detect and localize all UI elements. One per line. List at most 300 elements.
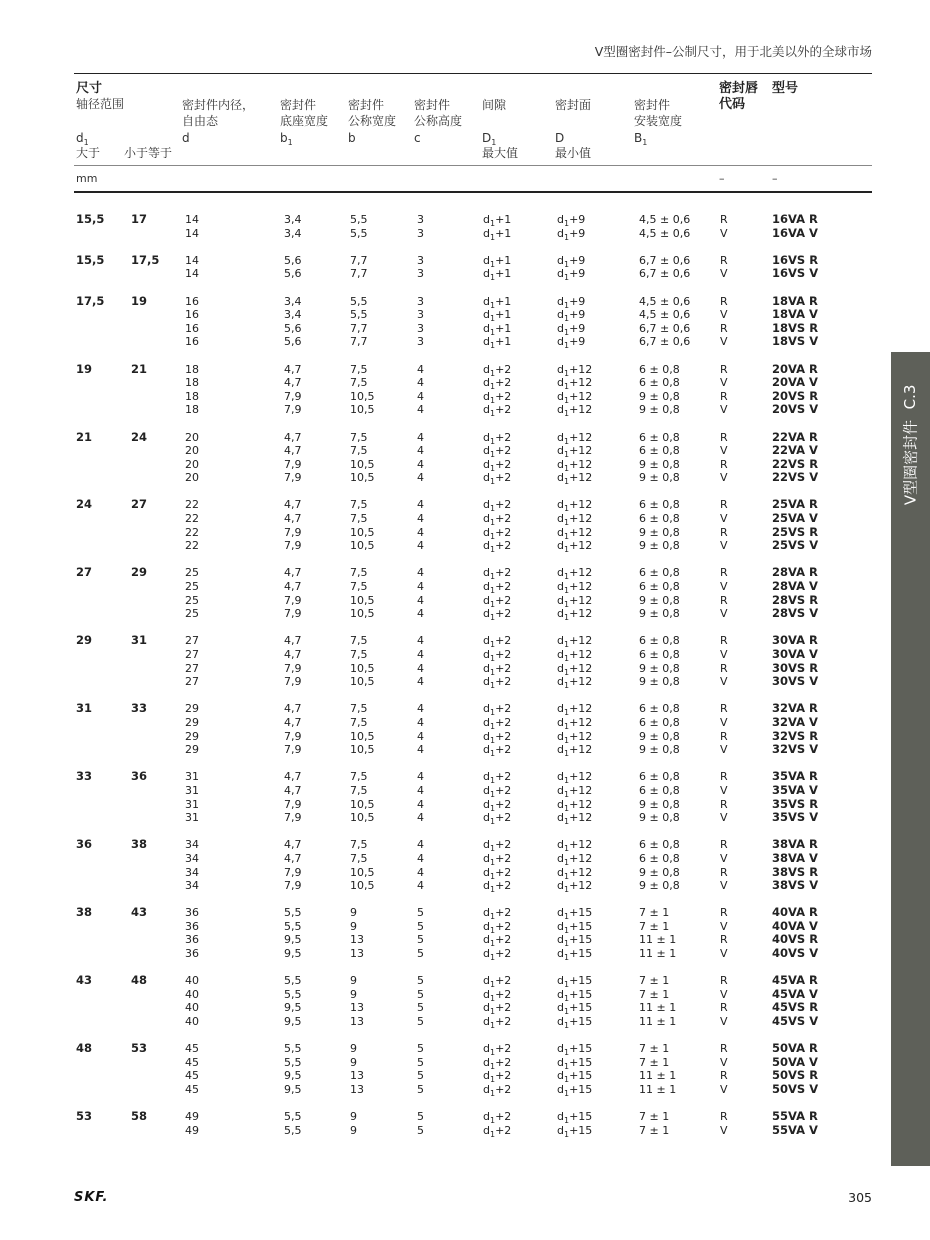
install-width-value: 6 ± 0,8	[639, 444, 680, 458]
table-row	[0, 322, 880, 336]
lip-code-value: V	[720, 919, 728, 933]
seal-face-value	[557, 1042, 592, 1056]
base-width-value: 4,7	[284, 648, 302, 661]
nominal-height-value: 5	[417, 919, 424, 933]
nominal-width-value: 7,5	[350, 783, 368, 797]
inner-dia-value: 49	[185, 1110, 199, 1124]
install-width-value: 11 ± 1	[639, 947, 677, 961]
designation-value: 50VA R	[772, 1041, 818, 1056]
offset-value: +15	[569, 1055, 593, 1069]
d1-symbol: d	[483, 430, 490, 444]
table-row	[0, 594, 880, 608]
d1-subscript: 1	[489, 993, 496, 1003]
inner-dia-value: 31	[185, 797, 199, 811]
inner-dia-value: 36	[185, 933, 199, 947]
base-width-value: 4,7	[284, 580, 302, 594]
base-width-value: 7,9	[284, 811, 302, 825]
inner-dia-value: 34	[185, 865, 199, 879]
seal-face-value	[557, 702, 592, 716]
clearance-value	[483, 1069, 511, 1083]
lip-code-value: R	[720, 865, 728, 879]
unit-dash-designation: –	[772, 172, 778, 185]
d1-subscript: 1	[489, 708, 496, 718]
d1-subscript: 1	[489, 817, 496, 827]
d1-symbol: d	[483, 1001, 490, 1015]
nominal-height-value: 5	[417, 1123, 424, 1137]
nominal-height-value: 4	[417, 715, 424, 729]
d1-symbol: d	[557, 1083, 564, 1096]
table-row	[0, 702, 880, 716]
base-width-value: 7,9	[284, 729, 302, 743]
clearance-value	[483, 227, 511, 241]
d1-subscript: 1	[563, 341, 570, 351]
offset-value: +12	[569, 648, 593, 661]
d1-symbol: d	[483, 947, 490, 961]
lip-code-value: V	[720, 675, 728, 689]
lip-code-value: V	[720, 1015, 728, 1029]
d1-symbol: d	[557, 430, 564, 444]
lip-code-value: R	[720, 933, 728, 947]
inner-dia-value: 25	[185, 580, 199, 594]
nominal-width-value: 10,5	[350, 661, 375, 675]
d1-subscript: 1	[489, 1129, 496, 1139]
offset-value: +2	[495, 865, 512, 879]
d1-symbol: d	[557, 634, 564, 648]
designation-value: 16VS V	[772, 266, 819, 281]
d1-symbol: d	[557, 879, 564, 893]
d1-subscript: 1	[489, 300, 496, 310]
d1-symbol: d	[557, 933, 564, 947]
d1-symbol: d	[557, 783, 564, 797]
offset-value: +2	[495, 919, 512, 933]
lip-code-value: V	[720, 471, 728, 485]
offset-value: +9	[569, 226, 586, 240]
offset-value: +9	[569, 321, 586, 335]
shaft-incl-value: 19	[131, 293, 148, 308]
clearance-value	[483, 662, 511, 676]
inner-dia-value: 20	[185, 430, 199, 444]
clearance-value	[483, 335, 511, 349]
table-row	[0, 662, 880, 676]
table-row	[0, 933, 880, 947]
nominal-height-value: 3	[417, 253, 424, 267]
designation-value: 38VA R	[772, 837, 818, 852]
seal-face-value	[557, 512, 592, 526]
seal-face-value	[557, 213, 585, 227]
shaft-over-value: 48	[76, 1041, 93, 1056]
clearance-value	[483, 648, 511, 662]
d1-symbol: d	[557, 226, 564, 240]
seal-face-value	[557, 730, 592, 744]
nominal-width-value: 10,5	[350, 797, 375, 811]
col-inner-dia: 密封件内径， 自由态	[182, 98, 255, 128]
nominal-height-value: 4	[417, 879, 424, 893]
offset-value: +9	[569, 213, 586, 226]
install-width-value: 6,7 ± 0,6	[639, 267, 691, 281]
d1-symbol: d	[483, 1069, 490, 1083]
designation-value: 35VS R	[772, 796, 819, 811]
nominal-height-value: 4	[417, 661, 424, 675]
d1-symbol: d	[483, 1015, 490, 1029]
nominal-width-value: 10,5	[350, 457, 375, 471]
d1-symbol: d	[483, 783, 490, 797]
seal-face-value	[557, 648, 592, 662]
offset-value: +12	[569, 783, 593, 797]
seal-face-value	[557, 798, 592, 812]
offset-value: +2	[495, 457, 512, 471]
offset-value: +2	[495, 661, 512, 675]
sym-b1: $b_1$	[280, 131, 293, 147]
d1-subscript: 1	[563, 939, 570, 949]
nominal-width-value: 7,5	[350, 715, 368, 729]
offset-value: +12	[569, 811, 593, 825]
lip-code-value: R	[720, 566, 728, 580]
table-row	[0, 716, 880, 730]
table-row	[0, 471, 880, 485]
d1-subscript: 1	[489, 1048, 496, 1058]
inner-dia-value: 27	[185, 675, 199, 689]
d1-symbol: d	[557, 919, 564, 933]
inner-dia-value: 14	[185, 213, 199, 226]
d1-subscript: 1	[489, 463, 496, 473]
sym-d1: $d_1$	[76, 131, 89, 147]
skf-logo: SKF.	[74, 1190, 109, 1205]
offset-value: +12	[569, 512, 593, 526]
lip-code-value: R	[720, 729, 728, 743]
d1-subscript: 1	[563, 681, 570, 691]
clearance-value	[483, 906, 511, 920]
nominal-width-value: 9	[350, 987, 357, 1001]
d1-symbol: d	[557, 389, 564, 403]
nominal-height-value: 4	[417, 471, 424, 485]
nominal-width-value: 10,5	[350, 539, 375, 553]
install-width-value: 9 ± 0,8	[639, 811, 680, 825]
table-row	[0, 1124, 880, 1138]
base-width-value: 4,7	[284, 430, 302, 444]
lip-code-value: R	[720, 1001, 728, 1015]
base-width-value: 5,5	[284, 1055, 302, 1069]
nominal-height-value: 4	[417, 702, 424, 716]
install-width-value: 11 ± 1	[639, 933, 677, 947]
table-row	[0, 254, 880, 268]
seal-face-value	[557, 716, 592, 730]
d1-symbol: d	[557, 797, 564, 811]
lip-code-value: V	[720, 308, 728, 322]
designation-value: 16VS R	[772, 252, 819, 267]
d1-subscript: 1	[489, 681, 496, 691]
table-row	[0, 798, 880, 812]
lip-code-value: R	[720, 702, 728, 716]
table-row	[0, 852, 880, 866]
inner-dia-value: 25	[185, 593, 199, 607]
install-width-value: 6 ± 0,8	[639, 838, 680, 852]
nominal-height-value: 5	[417, 906, 424, 920]
base-width-value: 4,7	[284, 634, 302, 648]
d1-symbol: d	[557, 1069, 564, 1083]
d1-symbol: d	[483, 729, 490, 743]
d1-symbol: d	[483, 267, 490, 281]
table-row	[0, 1056, 880, 1070]
d1-subscript: 1	[489, 545, 496, 555]
d1-subscript: 1	[563, 1021, 570, 1031]
base-width-value: 5,5	[284, 906, 302, 920]
nominal-width-value: 7,7	[350, 253, 368, 267]
clearance-value	[483, 988, 511, 1002]
page-number: 305	[848, 1190, 872, 1205]
install-width-value: 6 ± 0,8	[639, 702, 680, 716]
unit-dash-lip: –	[719, 172, 725, 185]
offset-value: +2	[495, 1001, 512, 1015]
d1-subscript: 1	[489, 436, 496, 446]
nominal-width-value: 5,5	[350, 308, 368, 322]
designation-value: 30VS V	[772, 674, 819, 689]
shaft-incl-value: 24	[131, 429, 148, 444]
d1-symbol: d	[483, 566, 490, 580]
inner-dia-value: 16	[185, 308, 199, 322]
table-row	[0, 1083, 880, 1097]
inner-dia-value: 49	[185, 1123, 199, 1137]
d1-symbol: d	[483, 838, 490, 852]
table-row	[0, 213, 880, 227]
d1-subscript: 1	[563, 586, 570, 596]
table-row	[0, 1042, 880, 1056]
shaft-incl-value: 29	[131, 565, 148, 580]
d1-symbol: d	[557, 838, 564, 852]
table-row	[0, 988, 880, 1002]
d1-symbol: d	[557, 811, 564, 825]
shaft-over-value: 27	[76, 565, 93, 580]
offset-value: +2	[495, 593, 512, 607]
offset-value: +2	[495, 376, 512, 390]
d1-subscript: 1	[563, 871, 570, 881]
d1-symbol: d	[483, 770, 490, 784]
install-width-value: 6 ± 0,8	[639, 634, 680, 648]
shaft-over-value: 29	[76, 633, 93, 648]
offset-value: +2	[495, 403, 512, 417]
designation-value: 55VA R	[772, 1109, 818, 1124]
nominal-width-value: 7,5	[350, 498, 368, 512]
d1-subscript: 1	[489, 314, 496, 324]
clearance-value	[483, 267, 511, 281]
lip-code-value: R	[720, 593, 728, 607]
inner-dia-value: 18	[185, 362, 199, 376]
offset-value: +15	[569, 933, 593, 947]
seal-face-value	[557, 974, 592, 988]
nominal-width-value: 7,7	[350, 321, 368, 335]
shaft-over-value: 31	[76, 701, 93, 716]
size-group	[0, 254, 880, 281]
inner-dia-value: 18	[185, 403, 199, 417]
nominal-width-value: 9	[350, 1055, 357, 1069]
offset-value: +2	[495, 851, 512, 865]
base-width-value: 7,9	[284, 797, 302, 811]
d1-symbol: d	[483, 797, 490, 811]
d1-subscript: 1	[489, 1116, 496, 1126]
d1-subscript: 1	[489, 450, 496, 460]
clearance-value	[483, 254, 511, 268]
clearance-value	[483, 866, 511, 880]
nominal-height-value: 4	[417, 811, 424, 825]
inner-dia-value: 36	[185, 919, 199, 933]
shaft-incl-value: 27	[131, 497, 148, 512]
d1-subscript: 1	[489, 477, 496, 487]
seal-face-value	[557, 675, 592, 689]
nominal-height-value: 3	[417, 226, 424, 240]
inner-dia-value: 29	[185, 715, 199, 729]
d1-subscript: 1	[489, 735, 496, 745]
offset-value: +2	[495, 743, 512, 757]
d1-symbol: d	[557, 1001, 564, 1015]
d1-subscript: 1	[489, 613, 496, 623]
offset-value: +2	[495, 811, 512, 825]
nominal-height-value: 4	[417, 838, 424, 852]
d1-subscript: 1	[563, 1116, 570, 1126]
d1-symbol: d	[483, 851, 490, 865]
nominal-width-value: 7,5	[350, 430, 368, 444]
table-row	[0, 811, 880, 825]
base-width-value: 3,4	[284, 213, 302, 226]
base-width-value: 7,9	[284, 403, 302, 417]
nominal-width-value: 5,5	[350, 213, 368, 226]
designation-value: 38VA V	[772, 850, 818, 865]
inner-dia-value: 16	[185, 335, 199, 349]
clearance-value	[483, 295, 511, 309]
clearance-value	[483, 444, 511, 458]
d1-subscript: 1	[489, 803, 496, 813]
offset-value: +2	[495, 525, 512, 539]
nominal-height-value: 4	[417, 444, 424, 458]
d1-symbol: d	[483, 1110, 490, 1124]
col-base-width: 密封件 底座宽度	[280, 98, 329, 128]
nominal-width-value: 13	[350, 1001, 364, 1015]
install-width-value: 9 ± 0,8	[639, 879, 680, 893]
shaft-incl-value: 17,5	[131, 252, 160, 267]
d1-subscript: 1	[563, 232, 570, 242]
offset-value: +2	[495, 783, 512, 797]
base-width-value: 7,9	[284, 661, 302, 675]
d1-symbol: d	[483, 661, 490, 675]
d1-symbol: d	[557, 362, 564, 376]
d1-symbol: d	[483, 1055, 490, 1069]
d1-subscript: 1	[489, 586, 496, 596]
clearance-value	[483, 1083, 511, 1097]
inner-dia-value: 18	[185, 376, 199, 390]
d1-symbol: d	[557, 947, 564, 961]
offset-value: +12	[569, 593, 593, 607]
d1-subscript: 1	[489, 368, 496, 378]
nominal-height-value: 4	[417, 783, 424, 797]
sym-D: D	[555, 131, 565, 145]
install-width-value: 9 ± 0,8	[639, 607, 680, 621]
nominal-height-value: 4	[417, 743, 424, 757]
d1-subscript: 1	[563, 409, 570, 419]
d1-symbol: d	[483, 987, 490, 1001]
clearance-value	[483, 498, 511, 512]
section-title: V型圈密封件	[901, 419, 920, 506]
size-group	[0, 295, 880, 349]
d1-symbol: d	[557, 851, 564, 865]
offset-value: +9	[569, 308, 586, 322]
d1-subscript: 1	[563, 273, 570, 283]
clearance-value	[483, 702, 511, 716]
table-row	[0, 566, 880, 580]
d1-subscript: 1	[489, 789, 496, 799]
table-row	[0, 607, 880, 621]
nominal-width-value: 10,5	[350, 471, 375, 485]
nominal-width-value: 7,5	[350, 362, 368, 376]
nominal-height-value: 3	[417, 321, 424, 335]
table-row	[0, 390, 880, 404]
nominal-height-value: 5	[417, 1069, 424, 1083]
d1-subscript: 1	[563, 259, 570, 269]
clearance-value	[483, 730, 511, 744]
seal-face-value	[557, 498, 592, 512]
shaft-over-value: 53	[76, 1109, 93, 1124]
base-width-value: 4,7	[284, 566, 302, 580]
install-width-value: 9 ± 0,8	[639, 389, 680, 403]
d1-symbol: d	[557, 566, 564, 580]
nominal-width-value: 7,5	[350, 648, 368, 661]
designation-value: 22VA R	[772, 429, 818, 444]
seal-face-value	[557, 458, 592, 472]
d1-symbol: d	[483, 376, 490, 390]
lip-code-value: V	[720, 403, 728, 417]
inner-dia-value: 27	[185, 661, 199, 675]
nominal-width-value: 9	[350, 906, 357, 920]
d1-subscript: 1	[563, 912, 570, 922]
sym-over: 大于	[76, 146, 101, 160]
lip-code-value: R	[720, 253, 728, 267]
clearance-value	[483, 743, 511, 757]
lip-code-value: R	[720, 213, 728, 226]
nominal-height-value: 5	[417, 1042, 424, 1056]
nominal-width-value: 7,5	[350, 512, 368, 526]
offset-value: +2	[495, 512, 512, 526]
d1-subscript: 1	[563, 327, 570, 337]
offset-value: +2	[495, 430, 512, 444]
d1-symbol: d	[483, 294, 490, 308]
table-row	[0, 539, 880, 553]
base-width-value: 9,5	[284, 933, 302, 947]
d1-symbol: d	[557, 457, 564, 471]
d1-symbol: d	[557, 593, 564, 607]
shaft-over-value: 17,5	[76, 293, 105, 308]
lip-code-value: V	[720, 879, 728, 893]
offset-value: +2	[495, 498, 512, 512]
nominal-width-value: 9	[350, 919, 357, 933]
seal-face-value	[557, 335, 585, 349]
offset-value: +2	[495, 580, 512, 594]
size-group	[0, 213, 880, 240]
size-group	[0, 633, 880, 691]
sym-d: d	[182, 131, 190, 145]
offset-value: +15	[569, 919, 593, 933]
install-width-value: 4,5 ± 0,6	[639, 308, 691, 322]
offset-value: +15	[569, 1001, 593, 1015]
offset-value: +12	[569, 865, 593, 879]
inner-dia-value: 40	[185, 987, 199, 1001]
nominal-width-value: 7,5	[350, 702, 368, 716]
d1-subscript: 1	[489, 341, 496, 351]
clearance-value	[483, 798, 511, 812]
install-width-value: 4,5 ± 0,6	[639, 226, 691, 240]
designation-value: 35VA R	[772, 769, 818, 784]
offset-value: +12	[569, 376, 593, 390]
lip-code-value: R	[720, 661, 728, 675]
offset-value: +12	[569, 403, 593, 417]
col-nominal-width: 密封件 公称宽度	[348, 98, 397, 128]
nominal-height-value: 4	[417, 607, 424, 621]
